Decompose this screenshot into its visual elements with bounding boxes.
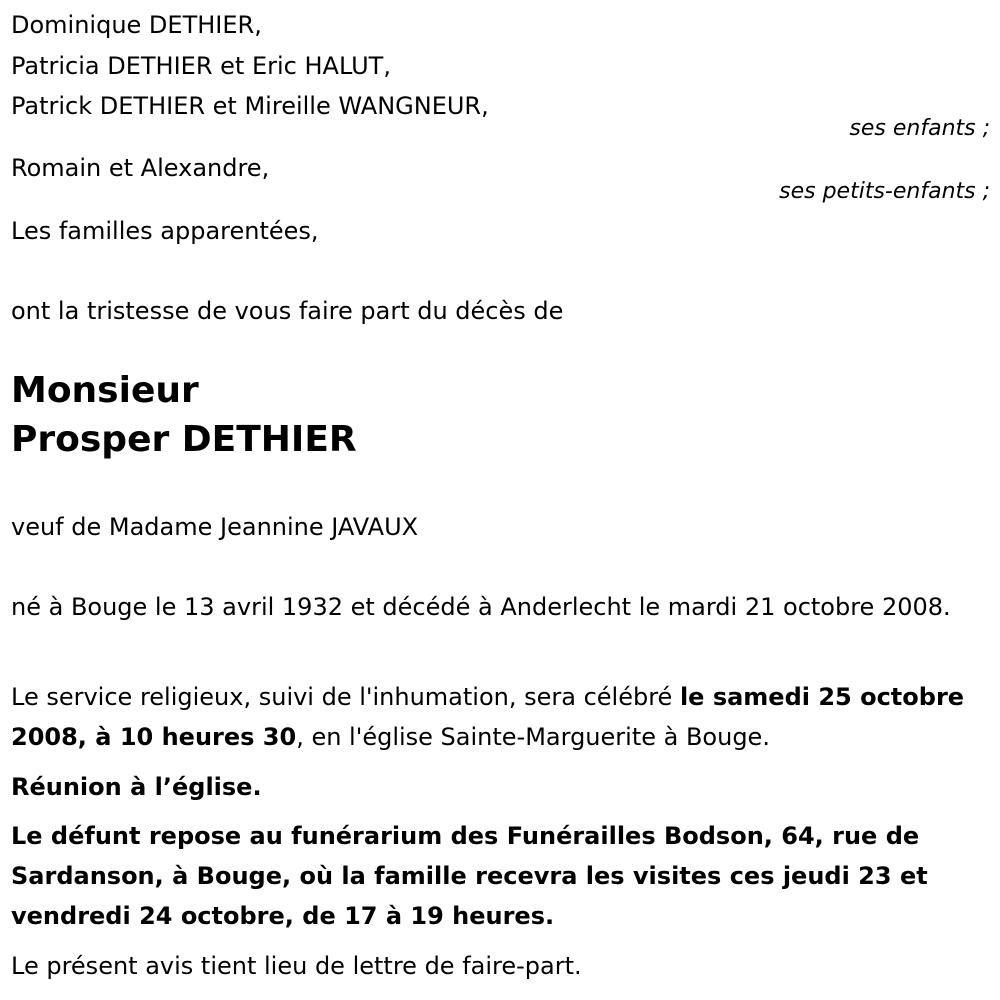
meeting-note: Réunion à l’église. (11, 773, 262, 801)
widower-of: veuf de Madame Jeannine JAVAUX (11, 513, 419, 541)
birth-death: né à Bouge le 13 avril 1932 et décédé à Anderlecht le mardi 21 octobre 2008. (11, 593, 951, 621)
child-2: Patricia DETHIER et Eric HALUT, (11, 52, 391, 80)
child-3: Patrick DETHIER et Mireille WANGNEUR, (11, 92, 489, 120)
grandchildren-label: ses petits-enfants ; (779, 179, 990, 204)
service-location: , en l'église Sainte-Marguerite à Bouge. (296, 723, 770, 751)
service-intro: Le service religieux, suivi de l'inhumation, sera célébré (11, 683, 680, 711)
relatives: Les familles apparentées, (11, 217, 319, 245)
deceased-title: Monsieur (11, 370, 199, 411)
announcement: ont la tristesse de vous faire part du décès de (11, 297, 564, 325)
child-1: Dominique DETHIER, (11, 11, 262, 39)
service-datetime: le samedi 25 octobre 2008, à 10 heures 30 (11, 683, 965, 751)
children-label: ses enfants ; (849, 116, 990, 141)
grandchildren: Romain et Alexandre, (11, 154, 270, 182)
visitation-paragraph: Le défunt repose au funérarium des Funérailles Bodson, 64, rue de Sardanson, à Bouge, où la famille recevra les visites ces jeudi 23 et vendredi 24 octobre, de 17 à 19 heures. (11, 822, 928, 930)
closing-note: Le présent avis tient lieu de lettre de faire-part. (11, 952, 582, 980)
deceased-name: Prosper DETHIER (11, 419, 357, 460)
service-paragraph (11, 677, 971, 757)
